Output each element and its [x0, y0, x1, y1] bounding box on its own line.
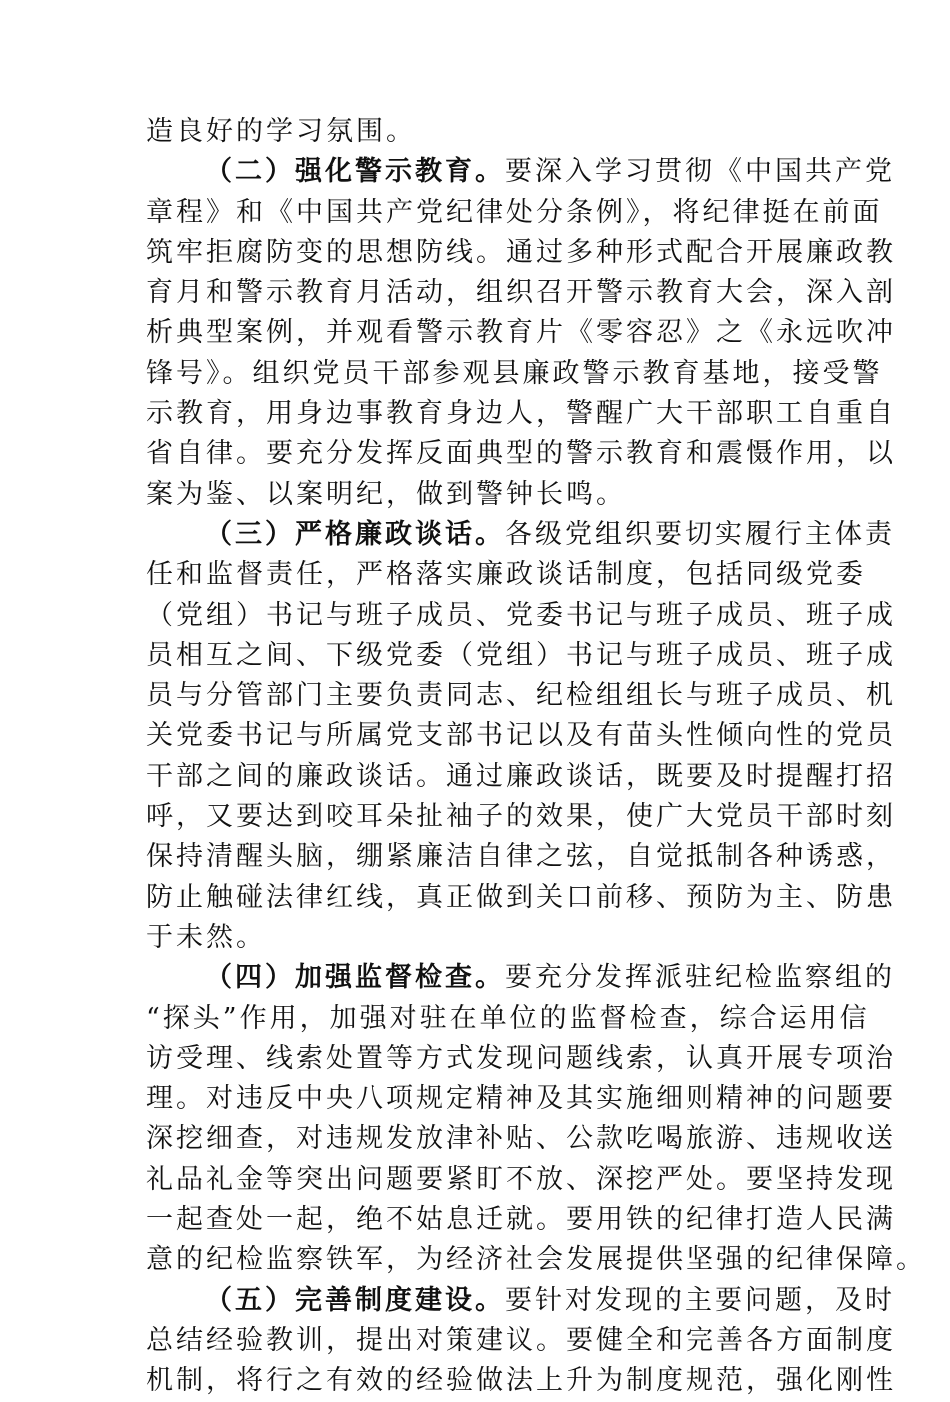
line-text: 省自律。要充分发挥反面典型的警示教育和震慑作用，以 — [146, 438, 896, 470]
text-line — [146, 1361, 896, 1401]
text-line — [146, 1321, 896, 1361]
text-line — [146, 878, 896, 918]
text-line — [146, 193, 883, 233]
text-line — [146, 515, 895, 555]
text-line — [146, 555, 866, 595]
line-text: 要深入学习贯彻《中国共产党 — [505, 156, 895, 188]
text-line — [146, 716, 896, 756]
line-text: 示教育，用身边事教育身边人，警醒广大干部职工自重自 — [146, 398, 896, 430]
text-line — [146, 837, 896, 877]
section-heading: （三）严格廉政谈话。 — [205, 518, 505, 550]
line-text: 任和监督责任，严格落实廉政谈话制度，包括同级党委 — [146, 559, 866, 591]
line-text: “探头”作用，加强对驻在单位的监督检查，综合运用信 — [146, 1002, 870, 1034]
line-text: 员相互之间、下级党委（党组）书记与班子成员、班子成 — [146, 639, 896, 671]
text-line — [146, 152, 895, 192]
text-line — [146, 475, 808, 515]
line-text: 一起查处一起，绝不姑息迁就。要用铁的纪律打造人民满 — [146, 1204, 896, 1236]
text-line — [146, 1240, 926, 1280]
text-line — [146, 676, 896, 716]
text-line — [146, 394, 896, 434]
line-text: 干部之间的廉政谈话。通过廉政谈话，既要及时提醒打招 — [146, 760, 896, 792]
line-text: 要充分发挥派驻纪检监察组的 — [505, 962, 895, 994]
text-line — [146, 757, 896, 797]
text-line — [146, 354, 883, 394]
text-line — [146, 958, 895, 998]
text-line — [146, 112, 808, 152]
line-text: 礼品礼金等突出问题要紧盯不放、深挖严处。要坚持发现 — [146, 1163, 896, 1195]
line-text: 意的纪检监察铁军，为经济社会发展提供坚强的纪律保障。 — [146, 1244, 926, 1276]
line-text: 理。对违反中央八项规定精神及其实施细则精神的问题要 — [146, 1083, 896, 1115]
text-line — [146, 1039, 896, 1079]
text-line — [146, 313, 896, 353]
text-line — [146, 999, 870, 1039]
line-text: 总结经验教训，提出对策建议。要健全和完善各方面制度 — [146, 1324, 896, 1356]
text-line — [146, 797, 896, 837]
line-text: 造良好的学习氛围。 — [146, 116, 416, 147]
line-text: 章程》和《中国共产党纪律处分条例》，将纪律挺在前面 — [146, 196, 883, 228]
text-line — [146, 233, 896, 273]
line-text: 各级党组织要切实履行主体责 — [505, 518, 895, 550]
text-line — [146, 1119, 896, 1159]
line-text: 保持清醒头脑，绷紧廉洁自律之弦，自觉抵制各种诱惑， — [146, 841, 896, 873]
text-line — [146, 1281, 895, 1321]
line-text: 机制，将行之有效的经验做法上升为制度规范，强化刚性 — [146, 1365, 896, 1397]
line-text: 防止触碰法律红线，真正做到关口前移、预防为主、防患 — [146, 881, 896, 913]
text-line — [146, 596, 896, 636]
section-heading: （五）完善制度建设。 — [205, 1284, 505, 1316]
line-text: 锋号》。组织党员干部参观县廉政警示教育基地，接受警 — [146, 357, 883, 389]
text-line — [146, 918, 808, 958]
text-line — [146, 1200, 896, 1240]
body-text — [146, 112, 926, 1402]
line-text: （党组）书记与班子成员、党委书记与班子成员、班子成 — [146, 599, 896, 631]
text-line — [146, 636, 896, 676]
text-line — [146, 1079, 896, 1119]
section-heading: （四）加强监督检查。 — [205, 962, 505, 994]
line-text: 育月和警示教育月活动，组织召开警示教育大会，深入剖 — [146, 277, 896, 309]
line-text: 于未然。 — [146, 921, 266, 953]
line-text: 呼，又要达到咬耳朵扯袖子的效果，使广大党员干部时刻 — [146, 801, 896, 833]
line-text: 关党委书记与所属党支部书记以及有苗头性倾向性的党员 — [146, 720, 896, 752]
line-text: 案为鉴、以案明纪，做到警钟长鸣。 — [146, 478, 626, 510]
section-heading: （二）强化警示教育。 — [205, 156, 505, 188]
line-text: 筑牢拒腐防变的思想防线。通过多种形式配合开展廉政教 — [146, 236, 896, 268]
text-line — [146, 273, 896, 313]
line-text: 深挖细查，对违规发放津补贴、公款吃喝旅游、违规收送 — [146, 1123, 896, 1155]
line-text: 要针对发现的主要问题，及时 — [505, 1284, 895, 1316]
text-line — [146, 1160, 896, 1200]
line-text: 访受理、线索处置等方式发现问题线索，认真开展专项治 — [146, 1042, 896, 1074]
line-text: 析典型案例，并观看警示教育片《零容忍》之《永远吹冲 — [146, 317, 896, 349]
line-text: 员与分管部门主要负责同志、纪检组组长与班子成员、机 — [146, 680, 896, 712]
text-line — [146, 434, 896, 474]
